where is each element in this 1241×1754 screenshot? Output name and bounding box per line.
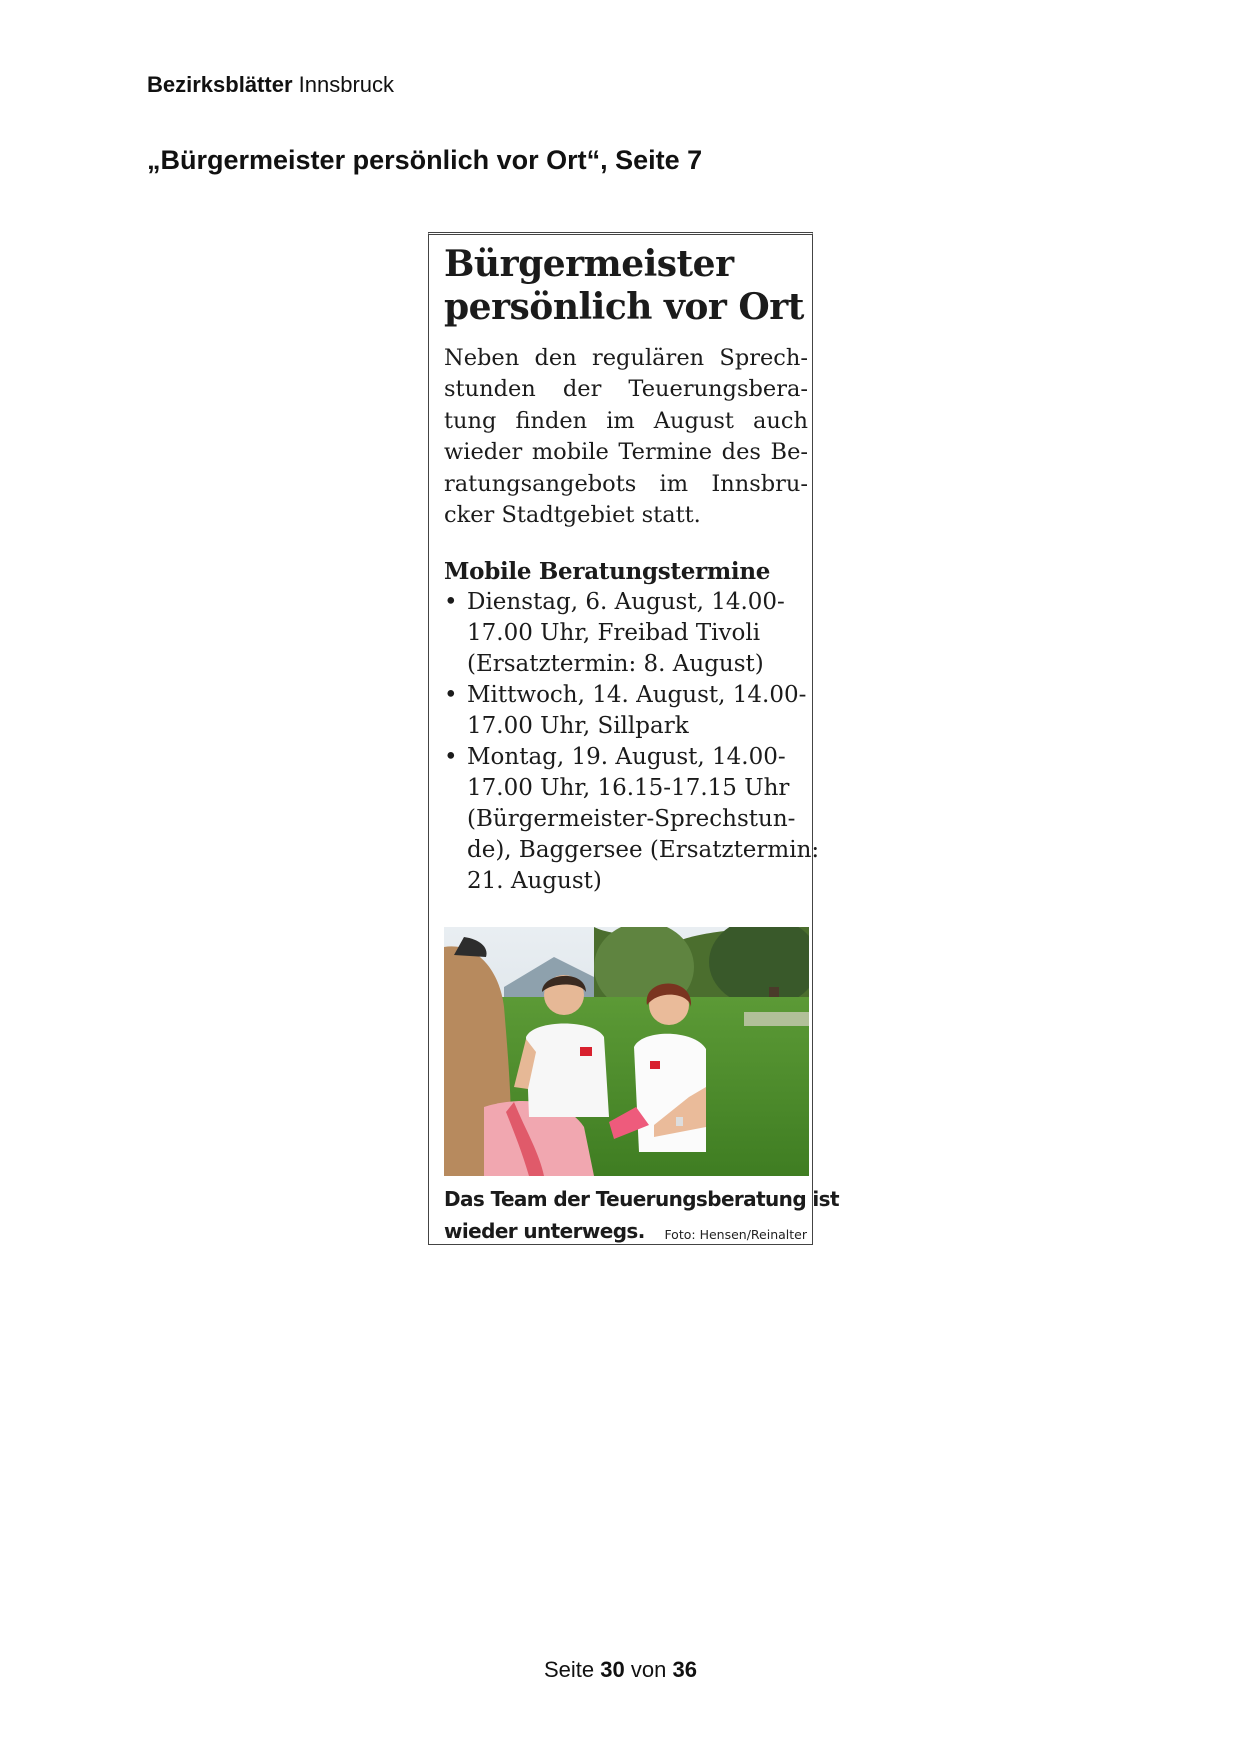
headline-line: persönlich vor Ort	[444, 286, 804, 328]
total-page-number: 36	[672, 1657, 697, 1682]
article-reference: „Bürgermeister persönlich vor Ort“, Seite 7	[147, 145, 703, 175]
lead-line: tung finden im August auch	[444, 407, 808, 434]
lead-line: cker Stadtgebiet statt.	[444, 502, 701, 529]
list-item	[444, 680, 808, 742]
date-line: (Bürgermeister-Sprechstun-	[467, 806, 796, 833]
dates-list	[444, 587, 820, 897]
source-line	[147, 72, 394, 98]
date-line: 21. August)	[467, 868, 602, 895]
current-page-number: 30	[600, 1657, 625, 1682]
team-photo	[444, 927, 809, 1176]
lead-line: Neben den regulären Sprech-	[444, 345, 808, 371]
lead-paragraph	[444, 343, 808, 531]
date-line: 17.00 Uhr, 16.15-17.15 Uhr	[467, 775, 790, 802]
page-separator: von	[630, 1657, 667, 1682]
date-line: • Montag, 19. August, 14.00-	[467, 744, 786, 771]
caption-line: Das Team der Teuerungsberatung ist	[444, 1187, 839, 1211]
list-item	[444, 742, 820, 897]
date-line: (Ersatztermin: 8. August)	[467, 651, 764, 678]
newspaper-clipping	[428, 232, 839, 1245]
lead-line: ratungsangebots im Innsbru-	[444, 470, 808, 497]
list-item	[444, 587, 808, 680]
clipping-headline	[444, 243, 808, 329]
date-line: de), Baggersee (Ersatztermin:	[467, 837, 820, 864]
publication-name: Bezirksblätter	[147, 72, 293, 97]
lead-line: stunden der Teuerungsbera-	[444, 376, 808, 403]
caption-line: wieder unterwegs.	[444, 1219, 645, 1243]
page-footer	[0, 1657, 1241, 1683]
page-label: Seite	[544, 1657, 595, 1682]
date-line: • Dienstag, 6. August, 14.00-	[467, 589, 785, 616]
lead-line: wieder mobile Termine des Be-	[444, 439, 808, 466]
headline-line: Bürgermeister	[444, 243, 734, 285]
date-line: • Mittwoch, 14. August, 14.00-	[467, 682, 807, 709]
edition-name: Innsbruck	[298, 72, 395, 97]
date-line: 17.00 Uhr, Freibad Tivoli	[467, 620, 761, 647]
photo-credit: Foto: Hensen/Reinalter	[664, 1227, 807, 1242]
dates-subheading: Mobile Beratungstermine	[444, 558, 771, 586]
date-line: 17.00 Uhr, Sillpark	[467, 713, 689, 740]
